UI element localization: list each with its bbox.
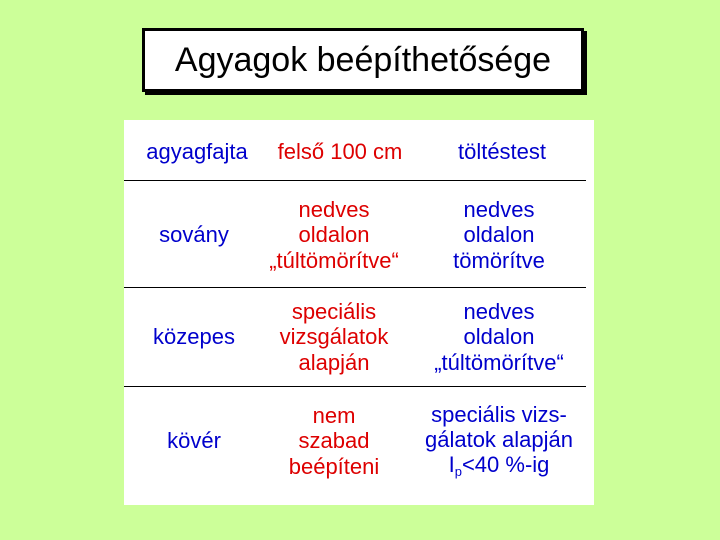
table-row <box>124 292 594 382</box>
ip-condition: <40 %-ig <box>461 452 550 478</box>
embankment-cell <box>404 299 594 375</box>
top-line: alapján <box>298 349 370 375</box>
header-separator <box>124 180 586 181</box>
top-line: beépíteni <box>288 453 380 479</box>
fill-line: nedves <box>463 299 535 325</box>
embankment-cell <box>404 197 594 273</box>
top-line: szabad <box>298 428 370 454</box>
fill-line: „túltömörítve“ <box>434 349 564 375</box>
row-separator <box>124 386 586 387</box>
table-row <box>124 396 594 486</box>
plasticity-index-line <box>404 452 594 480</box>
ip-subscript: p <box>454 464 462 480</box>
fill-line: oldalon <box>463 324 535 350</box>
fill-line: tömörítve <box>453 247 545 273</box>
top-line: vizsgálatok <box>279 324 389 350</box>
top-line: „túltömörítve“ <box>269 247 399 273</box>
fill-line: gálatok alapján <box>424 427 573 453</box>
header-embankment: töltéstest <box>457 139 547 165</box>
fill-line: oldalon <box>463 222 535 248</box>
clay-type-cell: kövér <box>167 428 221 454</box>
header-clay-type: agyagfajta <box>146 139 248 165</box>
table-header-row <box>124 134 594 170</box>
fill-line: speciális vizs- <box>431 401 567 427</box>
embankment-cell <box>404 402 594 481</box>
slide-title: Agyagok beépíthetősége <box>142 28 584 92</box>
clay-table <box>124 120 594 505</box>
ip-symbol: I <box>448 452 455 478</box>
header-top-100cm: felső 100 cm <box>277 139 403 165</box>
top-line: speciális <box>291 299 377 325</box>
top-layer-cell <box>264 197 404 273</box>
top-layer-cell <box>264 403 404 479</box>
row-separator <box>124 287 586 288</box>
table-row <box>124 190 594 280</box>
clay-type-cell: közepes <box>153 324 235 350</box>
top-line: oldalon <box>298 222 370 248</box>
top-line: nedves <box>298 197 370 223</box>
clay-type-cell: sovány <box>159 222 229 248</box>
top-layer-cell <box>264 299 404 375</box>
top-line: nem <box>312 403 356 429</box>
fill-line: nedves <box>463 197 535 223</box>
